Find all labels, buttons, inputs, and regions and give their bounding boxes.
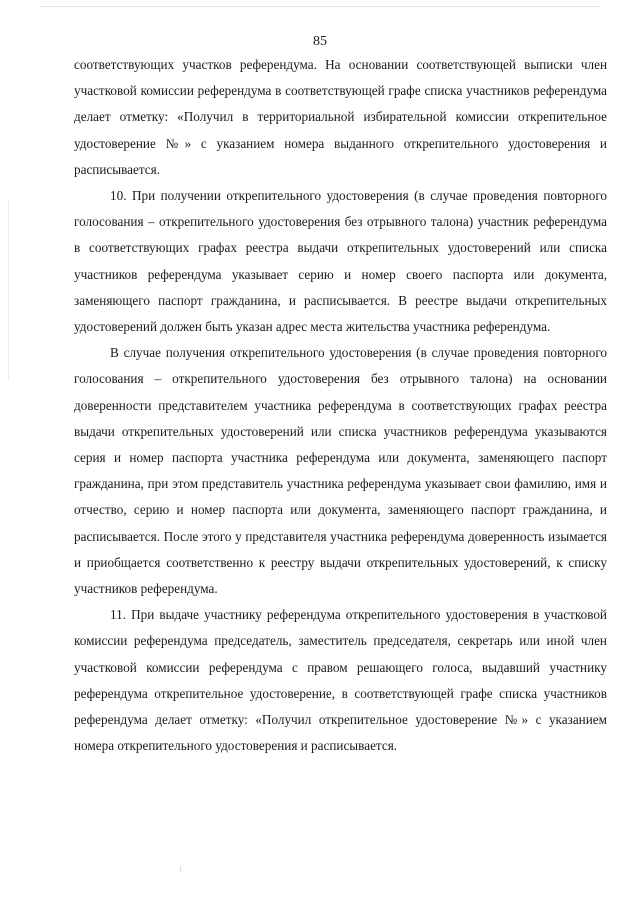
- page-number: 85: [313, 34, 327, 49]
- paragraph-item-10: 10. При получении открепительного удостоверения (в случае проведения повторного голосования – открепительного удостоверения без отрывного талона) участник референдума в соответствующих графах реестра выдачи открепительных удостоверений или списка участников референдума указывает серию и номер своего паспорта или документа, заменяющего паспорт гражданина, и расписывается. В реестре выдачи открепительных удостоверений должен быть указан адрес места жительства участника референдума.: [74, 188, 607, 335]
- scan-artifact-bottom: [180, 866, 181, 872]
- paragraph-item-11: 11. При выдаче участнику референдума открепительного удостоверения в участковой комиссии референдума председатель, заместитель председателя, секретарь или иной член участковой комиссии референдума с правом решающего голоса, выдавший участнику референдума открепительное удостоверение, в соответствующей графе списка участников референдума делает отметку: «Получил открепительное удостоверение №» с указанием номера открепительного удостоверения и расписывается.: [74, 607, 607, 754]
- document-body: [74, 52, 607, 759]
- scan-artifact-left: [8, 200, 9, 380]
- paragraph-continuation: соответствующих участков референдума. На основании соответствующей выписки член участковой комиссии референдума в соответствующей графе списка участников референдума делает отметку: «Получил в территориальной избирательной комиссии открепительное удостоверение №» с указанием номера выданного открепительного удостоверения и расписывается.: [74, 57, 607, 177]
- paragraph-proxy-case: В случае получения открепительного удостоверения (в случае проведения повторного голосования – открепительного удостоверения без отрывного талона) на основании доверенности представителем участника референдума в соответствующих графах реестра выдачи открепительных удостоверений или списка участников референдума указываются серия и номер паспорта участника референдума или документа, заменяющего паспорт гражданина, при этом представитель участника референдума указывает свои фамилию, имя и отчество, серию и номер паспорта или документа, заменяющего паспорт гражданина, и расписывается. После этого у представителя участника референдума доверенность изымается и приобщается соответственно к реестру выдачи открепительных удостоверений, к списку участников референдума.: [74, 345, 607, 597]
- scan-artifact-top: [40, 6, 600, 7]
